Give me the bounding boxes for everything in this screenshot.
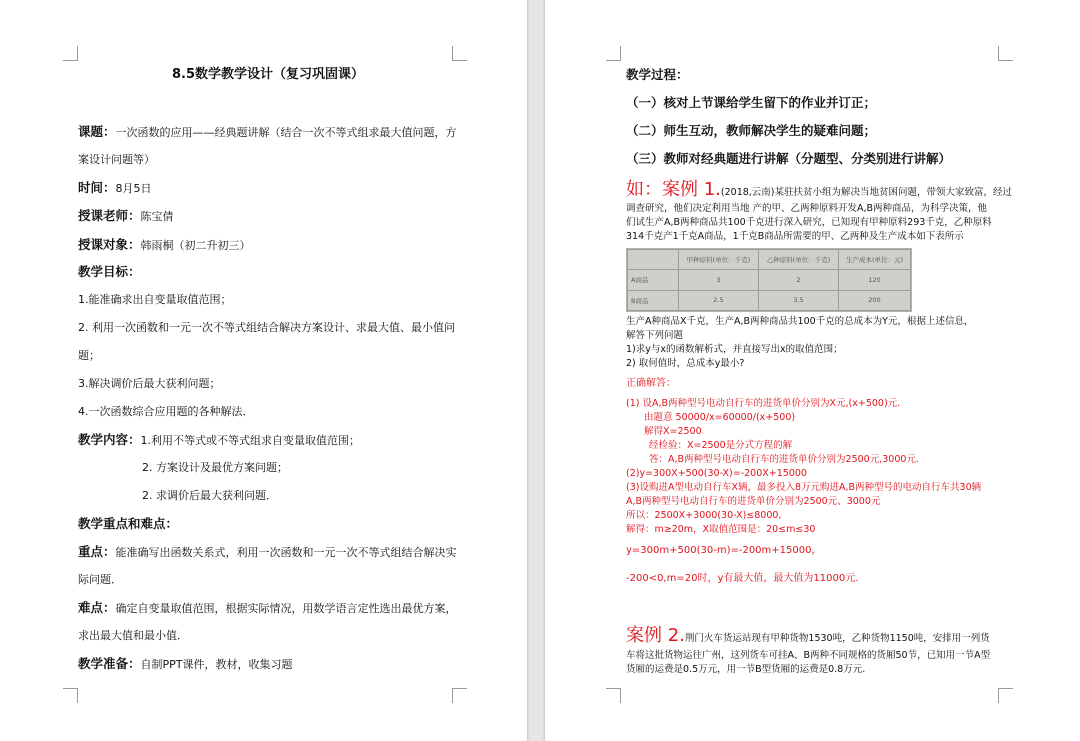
document-title: 8.5数学教学设计（复习巩固课） [172,67,365,82]
table-cell: 3.5 [758,290,838,310]
case-2-label: 案例 2. [626,625,685,646]
answer-line-9: 所以：2500X+3000(30-X)≤8000, [626,510,782,521]
table-cell: 120 [839,270,911,290]
table-cell: 200 [839,290,911,310]
crop-mark-top-left [63,46,78,61]
case-1-label: 如：案例 1. [626,179,721,200]
table-cell: 2.5 [678,290,758,310]
answer-line-10: 解得：m≥20m，X取值范围是：20≤m≤30 [626,524,816,535]
topic-text-continued: 案设计问题等） [78,153,155,166]
case-1-data-table-photo [626,248,912,312]
key-point-continued: 际问题． [78,573,122,586]
answer-line-5: 答：A,B两种型号电动自行车的进货单价分别为2500元,3000元. [649,454,919,465]
process-step-2: （二）师生互动，教师解决学生的疑难问题； [626,123,877,138]
goal-3: 3.解决调价后最大获利问题； [78,377,221,390]
teacher-label: 授课老师： [78,208,141,223]
key-point-text: 能准确写出函数关系式，利用一次函数和一元一次不等式组结合解决实 [115,546,457,559]
goal-4: 4.一次函数综合应用题的各种解法． [78,405,254,418]
table-cell: A商品 [628,270,679,290]
case-1-line-4: 314千克产1千克A商品，1千克B商品所需要的甲、乙两种及生产成本如下表所示 [626,231,964,242]
after-table-line-2: 解答下列问题 [626,330,684,341]
crop-mark-top-right [998,46,1013,61]
answer-line-6: (2)y=300X+500(30-X)=-200X+15000 [626,468,807,479]
time-value: 8月5日 [115,182,152,195]
answer-line-11: y=300m+500(30-m)=-200m+15000， [626,545,822,556]
case-2-intro [626,626,990,646]
answer-line-8: A,B两种型号电动自行车的进货单价分别为2500元、3000元 [626,496,881,507]
crop-mark-top-right [452,46,467,61]
process-heading: 教学过程： [626,67,689,82]
answer-line-12: -200<0,m=20时，y有最大值，最大值为11000元. [626,573,859,584]
table-header-cell: 生产成本(单位：元) [839,250,911,270]
process-step-3: （三）教师对经典题进行讲解（分题型、分类别进行讲解） [626,151,952,166]
content-item-2: 2. 方案设计及最优方案问题； [142,461,288,474]
answer-line-3: 解得X=2500 [644,426,702,437]
case-1-text: (2018,云南)某驻扶贫小组为解决当地贫困问题，带领大家致富，经过 [720,187,1013,198]
key-point-label: 重点： [78,544,116,559]
table-header-row [628,250,911,270]
answer-line-7: (3)设购进A型电动自行车X辆，最多投入8万元购进A,B两种型号的电动自行车共30辆 [626,482,982,493]
table-cell: 2 [758,270,838,290]
content-line [78,433,360,448]
difficulty-text: 确定自变量取值范围，根据实际情况，用数学语言定性选出最优方案， [115,602,457,615]
content-item-3: 2. 求调价后最大获利问题． [142,489,277,502]
answer-heading: 正确解答： [626,378,676,389]
teacher-value: 陈宝倩 [140,210,174,223]
case-1-data-table [627,249,911,311]
student-line [78,238,251,253]
answer-line-1: (1) 设A,B两种型号电动自行车的进货单价分别为X元,(x+500)元. [626,398,901,409]
difficulty-continued: 求出最大值和最小值． [78,629,188,642]
teacher-line [78,209,174,224]
key-points-heading: 教学重点和难点： [78,516,179,531]
case-2-line-2: 车将这批货物运往广州，这列货车可挂A、B两种不同规格的货厢50节，已知用一节A型 [626,650,991,661]
goal-1: 1.能准确求出自变量取值范围； [78,293,232,306]
student-value: 韩雨桐（初二升初三） [140,239,251,252]
goal-2: 2. 利用一次函数和一元一次不等式组结合解决方案设计、求最大值、最小值问 [78,321,455,334]
key-point-line [78,545,457,560]
time-line [78,181,152,196]
question-1: 1)求y与x的函数解析式，并直接写出x的取值范围； [626,344,843,355]
left-document-page [0,0,527,741]
case-1-line-3: 们试生产A,B两种商品共100千克进行深入研究，已知现有甲种原料293千克，乙种原料 [626,217,992,228]
topic-line [78,125,457,140]
content-item-1: 1.利用不等式或不等式组求自变量取值范围； [140,434,361,447]
prep-label: 教学准备： [78,656,141,671]
table-cell: 3 [678,270,758,290]
student-label: 授课对象： [78,237,141,252]
prep-value: 自制PPT课件，教材，收集习题 [140,658,293,671]
prep-line [78,657,293,672]
crop-mark-bottom-left [606,688,621,703]
crop-mark-bottom-left [63,688,78,703]
table-header-cell [628,250,679,270]
right-document-page [545,0,1080,741]
time-label: 时间： [78,180,116,195]
difficulty-line [78,601,457,616]
process-step-1: （一）核对上节课给学生留下的作业并订正； [626,95,877,110]
case-1-line-2: 调查研究，他们决定利用当地 产的甲、乙两种原料开发A,B两种商品，为科学决策，他 [626,203,988,214]
table-header-cell: 甲种原料(单位：千克) [678,250,758,270]
goal-2-continued: 题； [78,349,100,362]
crop-mark-top-left [606,46,621,61]
answer-line-4: 经检验：X=2500是分式方程的解 [649,440,793,451]
case-2-text: 荆门火车货运站现有甲种货物1530吨，乙种货物1150吨，安排用一列货 [684,633,990,644]
table-header-cell: 乙种原料(单位：千克) [758,250,838,270]
goals-heading: 教学目标： [78,264,141,279]
case-2-line-3: 货厢的运费是0.5万元，用一节B型货厢的运费是0.8万元. [626,664,866,675]
table-cell: B商品 [628,290,679,310]
answer-line-2: 由题意 50000/x=60000/(x+500) [644,412,796,423]
case-1-intro [626,180,1012,200]
table-row [628,290,911,310]
crop-mark-bottom-right [998,688,1013,703]
topic-text: 一次函数的应用——经典题讲解（结合一次不等式组求最大值问题，方 [115,126,457,139]
question-2: 2) 取何值时，总成本y最小? [626,358,745,369]
topic-label: 课题： [78,124,116,139]
content-label: 教学内容： [78,432,141,447]
difficulty-label: 难点： [78,600,116,615]
table-row [628,270,911,290]
after-table-line-1: 生产A种商品X千克，生产A,B两种商品共100千克的总成本为Y元，根据上述信息， [626,316,974,327]
crop-mark-bottom-right [452,688,467,703]
